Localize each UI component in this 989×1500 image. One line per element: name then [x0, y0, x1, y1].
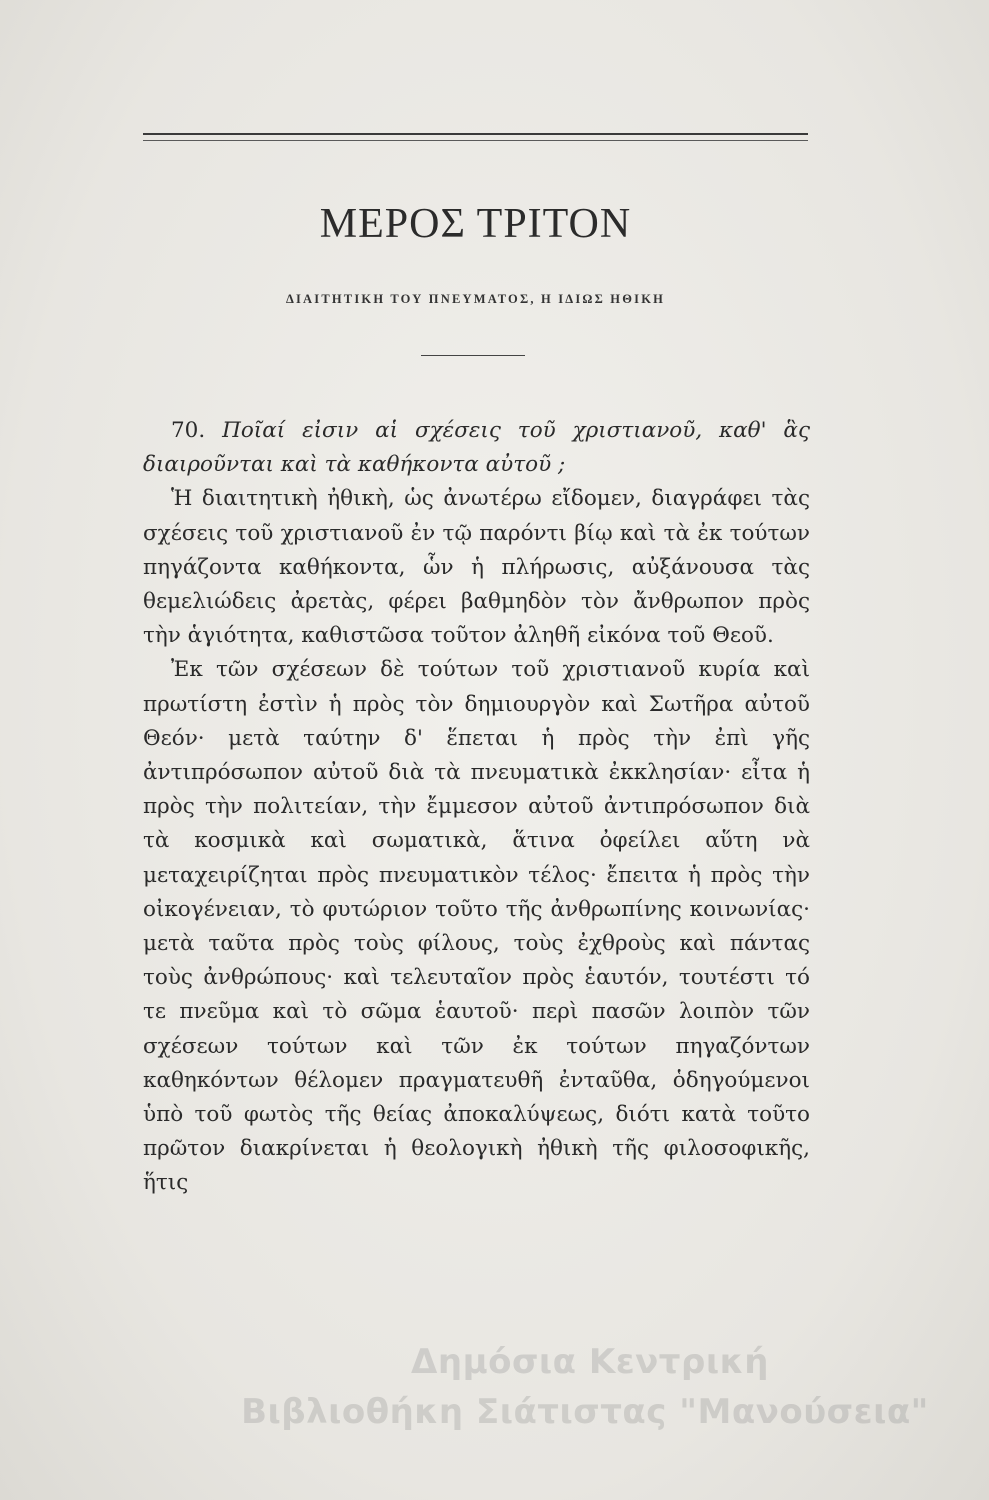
library-watermark-line2: Βιβλιοθήκη Σιάτιστας "Μανούσεια": [241, 1392, 929, 1432]
section-divider: [421, 355, 525, 356]
section-question: [143, 414, 810, 482]
part-title: ΜΕΡΟΣ ΤΡΙΤΟΝ: [319, 201, 632, 247]
question-text: Ποῖαί εἰσιν αἱ σχέσεις τοῦ χριστιανοῦ, καθ' ἃς διαιροῦνται καὶ τὰ καθήκοντα αὐτοῦ ;: [143, 418, 810, 478]
body-text: [143, 414, 810, 1201]
top-double-rule-thin: [143, 140, 808, 141]
section-number: 70.: [171, 418, 206, 443]
library-watermark-line1: Δημόσια Κεντρική: [411, 1342, 769, 1382]
paragraph-2: Ἐκ τῶν σχέσεων δὲ τούτων τοῦ χριστιανοῦ κυρία καὶ πρωτίστη ἐστὶν ἡ πρὸς τὸν δημιουργὸν καὶ Σωτῆρα αὐτοῦ Θεόν· μετὰ ταύτην δ' ἕπεται ἡ πρὸς τὴν ἐπὶ γῆς ἀντιπρόσωπον αὐτοῦ διὰ τὰ πνευματικὰ ἐκκλησίαν· εἶτα ἡ πρὸς τὴν πολιτείαν, τὴν ἔμμεσον αὐτοῦ ἀντιπρόσωπον διὰ τὰ κοσμικὰ καὶ σωματικὰ, ἅτινα ὀφείλει αὕτη νὰ μεταχειρίζηται πρὸς πνευματικὸν τέλος· ἔπειτα ἡ πρὸς τὴν οἰκογένειαν, τὸ φυτώριον τοῦτο τῆς ἀνθρωπίνης κοινωνίας· μετὰ ταῦτα πρὸς τοὺς φίλους, τοὺς ἐχθροὺς καὶ πάντας τοὺς ἀνθρώπους· καὶ τελευταῖον πρὸς ἑαυτόν, τουτέστι τό τε πνεῦμα καὶ τὸ σῶμα ἑαυτοῦ· περὶ πασῶν λοιπὸν τῶν σχέσεων τούτων καὶ τῶν ἐκ τούτων πηγαζόντων καθηκόντων θέλομεν πραγματευθῆ ἐνταῦθα, ὁδηγούμενοι ὑπὸ τοῦ φωτὸς τῆς θείας ἀποκαλύψεως, διότι κατὰ τοῦτο πρῶτον διακρίνεται ἡ θεολογικὴ ἠθικὴ τῆς φιλοσοφικῆς, ἥτις: [143, 657, 810, 1196]
paragraph-1: Ἡ διαιτητικὴ ἠθικὴ, ὡς ἀνωτέρω εἴδομεν, διαγράφει τὰς σχέσεις τοῦ χριστιανοῦ ἐν τῷ παρόντι βίῳ καὶ τὰ ἐκ τούτων πηγάζοντα καθήκοντα, ὧν ἡ πλήρωσις, αὐξάνουσα τὰς θεμελιώδεις ἀρετὰς, φέρει βαθμηδὸν τὸν ἄνθρωπον πρὸς τὴν ἁγιότητα, καθιστῶσα τοῦτον ἀληθῆ εἰκόνα τοῦ Θεοῦ.: [143, 486, 810, 649]
part-subtitle: ΔΙΑΙΤΗΤΙΚΗ ΤΟΥ ΠΝΕΥΜΑΤΟΣ, Η ΙΔΙΩΣ ΗΘΙΚΗ: [285, 292, 666, 306]
top-double-rule: [143, 133, 808, 135]
